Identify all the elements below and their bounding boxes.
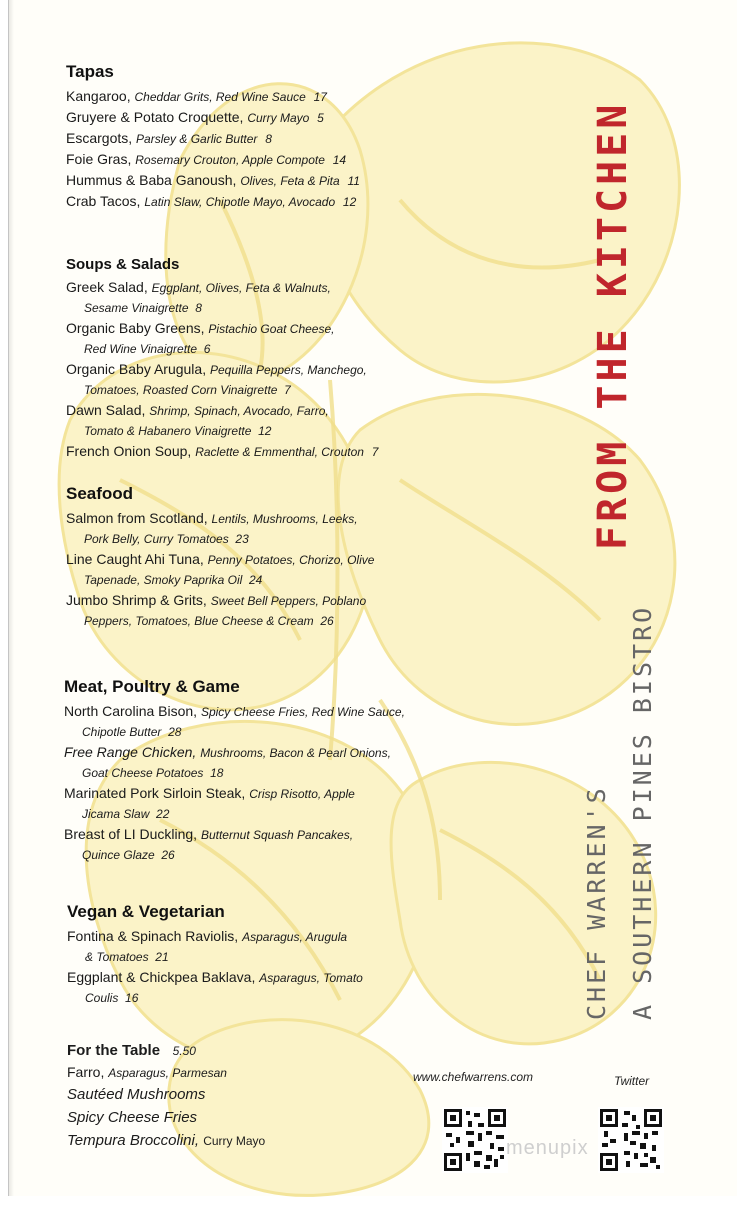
item-continuation: Chipotle Butter 28: [82, 725, 182, 739]
item-name: Free Range Chicken,: [64, 744, 197, 760]
menu-item: [66, 400, 378, 421]
item-price: 23: [235, 532, 249, 546]
item-name: Breast of LI Duckling,: [64, 826, 198, 842]
item-desc: Cheddar Grits, Red Wine Sauce: [134, 90, 306, 104]
item-name: Organic Baby Arugula,: [66, 361, 207, 377]
item-name: Marinated Pork Sirloin Steak,: [64, 785, 246, 801]
item-continuation: Sesame Vinaigrette 8: [84, 301, 202, 315]
item-desc: Asparagus, Parmesan: [108, 1066, 227, 1080]
soups-section: [66, 256, 378, 462]
item-name: French Onion Soup,: [66, 443, 192, 459]
menu-item: [64, 783, 405, 804]
menu-item: [66, 359, 378, 380]
item-desc: Raclette & Emmenthal, Crouton: [195, 445, 364, 459]
item-name: Hummus & Baba Ganoush,: [66, 172, 237, 188]
item-continuation: Tomato & Habanero Vinaigrette 12: [84, 424, 272, 438]
item-continuation: Quince Glaze 26: [82, 848, 175, 862]
menu-item: [66, 590, 374, 611]
item-continuation: Red Wine Vinaigrette 6: [84, 342, 211, 356]
item-desc: Eggplant, Olives, Feta & Walnuts,: [151, 281, 331, 295]
item-price: 12: [342, 195, 357, 209]
item-desc: Asparagus, Arugula: [242, 930, 348, 944]
watermark-text: menupix: [506, 1137, 589, 1159]
menu-item: [64, 742, 405, 763]
item-desc: Pistachio Goat Cheese,: [208, 322, 335, 336]
item-desc: Curry Mayo: [203, 1134, 266, 1148]
item-desc: Olives, Feta & Pita: [240, 174, 340, 188]
item-desc: Penny Potatoes, Chorizo, Olive: [207, 553, 375, 567]
item-desc: Lentils, Mushrooms, Leeks,: [211, 512, 358, 526]
item-price: 21: [155, 950, 169, 964]
item-continuation: & Tomatoes 21: [85, 950, 169, 964]
menu-item: [67, 1129, 265, 1153]
twitter-label: Twitter: [614, 1074, 650, 1088]
title-vertical: [590, 100, 640, 550]
item-continuation: Pork Belly, Curry Tomatoes 23: [84, 532, 249, 546]
for-the-table-price: 5.50: [172, 1044, 196, 1058]
item-price: 18: [210, 766, 224, 780]
item-price: 16: [125, 991, 139, 1005]
menu-item: [66, 318, 378, 339]
item-continuation: Tapenade, Smoky Paprika Oil 24: [84, 573, 263, 587]
item-continuation: Tomatoes, Roasted Corn Vinaigrette 7: [84, 383, 291, 397]
item-desc: Latin Slaw, Chipotle Mayo, Avocado: [144, 195, 336, 209]
menu-item: Sautéed Mushrooms: [67, 1086, 206, 1103]
menu-item: [66, 170, 360, 191]
meat-title: Meat, Poultry & Game: [64, 677, 240, 696]
item-name: Salmon from Scotland,: [66, 510, 208, 526]
item-price: 11: [347, 174, 360, 188]
website-qr-code-icon[interactable]: [442, 1107, 508, 1173]
item-name: Dawn Salad,: [66, 402, 146, 418]
item-desc: Mushrooms, Bacon & Pearl Onions,: [200, 746, 391, 760]
menu-item: [66, 128, 360, 149]
meat-section: [64, 677, 405, 865]
item-desc: Asparagus, Tomato: [259, 971, 363, 985]
item-name: Jumbo Shrimp & Grits,: [66, 592, 207, 608]
menu-item: [67, 1062, 265, 1083]
page-title: FROM THE KITCHEN: [590, 100, 636, 550]
menu-item: [66, 191, 360, 212]
item-price: 8: [265, 132, 272, 146]
item-name: Foie Gras,: [66, 151, 132, 167]
seafood-title: Seafood: [66, 484, 134, 503]
menu-item: [66, 441, 378, 462]
menu-item: [67, 967, 363, 988]
item-name: Greek Salad,: [66, 279, 148, 295]
item-price: 6: [203, 342, 211, 356]
item-name: Line Caught Ahi Tuna,: [66, 551, 204, 567]
menu-item: [66, 86, 360, 107]
item-name: Kangaroo,: [66, 88, 131, 104]
vegan-title: Vegan & Vegetarian: [67, 902, 225, 921]
tapas-section: [66, 62, 360, 212]
item-desc: Curry Mayo: [247, 111, 310, 125]
item-price: 26: [320, 614, 334, 628]
item-name: Tempura Broccolini,: [67, 1132, 200, 1149]
item-name: Crab Tacos,: [66, 193, 141, 209]
menu-item: [66, 549, 374, 570]
item-continuation: Jicama Slaw 22: [82, 807, 170, 821]
item-desc: Shrimp, Spinach, Avocado, Farro,: [149, 404, 329, 418]
item-continuation: Goat Cheese Potatoes 18: [82, 766, 224, 780]
item-desc: Butternut Squash Pancakes,: [200, 828, 354, 842]
subtitle-vertical-2: [628, 604, 668, 1020]
item-name: North Carolina Bison,: [64, 703, 198, 719]
item-price: 14: [332, 153, 347, 167]
seafood-section: [66, 484, 374, 631]
menu-item: Spicy Cheese Fries: [67, 1109, 198, 1126]
item-name: Escargots,: [66, 130, 133, 146]
website-link[interactable]: www.chefwarrens.com: [413, 1070, 534, 1084]
item-name: Fontina & Spinach Raviolis,: [67, 928, 239, 944]
item-price: 17: [313, 90, 327, 104]
menu-item: [64, 824, 405, 845]
item-price: 7: [371, 445, 379, 459]
item-continuation: Peppers, Tomatoes, Blue Cheese & Cream 26: [84, 614, 334, 628]
item-name: Farro,: [67, 1064, 105, 1080]
item-desc: Pequilla Peppers, Manchego,: [209, 363, 367, 377]
item-price: 24: [248, 573, 263, 587]
for-the-table-section: [67, 1042, 265, 1153]
for-the-table-title: For the Table: [67, 1042, 161, 1059]
for-the-table-header: [67, 1042, 265, 1059]
vegan-section: [67, 902, 363, 1008]
subtitle-vertical-1: [582, 620, 622, 1020]
menu-item: [66, 149, 360, 170]
item-price: 7: [284, 383, 291, 397]
item-name: Organic Baby Greens,: [66, 320, 205, 336]
item-desc: Rosemary Crouton, Apple Compote: [135, 153, 325, 167]
soups-title: Soups & Salads: [66, 256, 180, 273]
item-price: 26: [161, 848, 175, 862]
menu-item: [66, 107, 360, 128]
item-desc: Crisp Risotto, Apple: [249, 787, 355, 801]
item-price: 8: [195, 301, 202, 315]
item-desc: Spicy Cheese Fries, Red Wine Sauce,: [200, 705, 405, 719]
item-price: 5: [317, 111, 324, 125]
item-name: Gruyere & Potato Croquette,: [66, 109, 244, 125]
menu-item: [66, 508, 374, 529]
item-desc: Parsley & Garlic Butter: [136, 132, 258, 146]
item-desc: Sweet Bell Peppers, Poblano: [210, 594, 367, 608]
item-price: 28: [168, 725, 182, 739]
item-name: Eggplant & Chickpea Baklava,: [67, 969, 256, 985]
restaurant-name: CHEF WARREN'S: [582, 785, 611, 1020]
twitter-qr-code-icon[interactable]: [598, 1107, 664, 1173]
item-price: 12: [258, 424, 272, 438]
item-continuation: Coulis 16: [85, 991, 139, 1005]
menu-item: [67, 926, 363, 947]
tapas-title: Tapas: [66, 62, 114, 81]
menu-item: [66, 277, 378, 298]
restaurant-tagline: A SOUTHERN PINES BISTRO: [628, 604, 657, 1020]
menu-item: [64, 701, 405, 722]
item-price: 22: [156, 807, 170, 821]
